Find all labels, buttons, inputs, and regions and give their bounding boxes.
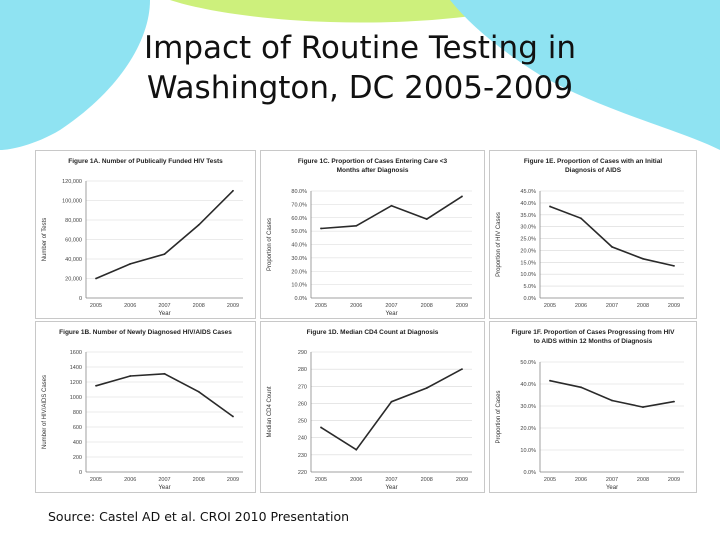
- data-point: [355, 225, 357, 227]
- chart-title: [68, 158, 223, 165]
- y-tick-label: 230: [297, 452, 307, 459]
- data-point: [232, 190, 234, 192]
- series-line: [550, 207, 674, 266]
- y-tick-label: 0.0%: [523, 296, 536, 302]
- y-tick-label: 0.0%: [523, 470, 536, 476]
- chart-panel-fig1a: [35, 150, 256, 319]
- x-tick-label: 2007: [605, 477, 619, 483]
- x-tick-label: 2006: [574, 477, 588, 483]
- y-tick-label: 800: [72, 410, 82, 416]
- chart-panel-fig1b: [35, 321, 256, 493]
- chart-fig1b: [36, 322, 255, 492]
- chart-title: [307, 329, 439, 336]
- y-tick-label: 0: [78, 470, 82, 476]
- x-tick-label: 2009: [667, 303, 681, 309]
- x-axis-label: Year: [385, 485, 398, 491]
- chart-title-line: Figure 1F. Proportion of Cases Progressing from HIV: [511, 329, 675, 336]
- x-tick-label: 2007: [158, 303, 171, 309]
- y-tick-label: 30.0%: [291, 255, 307, 262]
- y-tick-label: 50.0%: [291, 229, 307, 236]
- x-tick-label: 2007: [385, 477, 398, 483]
- y-tick-label: 50.0%: [520, 360, 536, 366]
- data-point: [642, 258, 644, 260]
- y-tick-label: 30.0%: [520, 224, 536, 231]
- y-tick-label: 1200: [69, 380, 82, 386]
- y-tick-label: 20.0%: [291, 269, 307, 276]
- y-tick-label: 20.0%: [520, 426, 536, 432]
- x-tick-label: 2008: [636, 477, 650, 483]
- data-point: [129, 375, 131, 377]
- chart-title-line: Figure 1A. Number of Publically Funded HIV Tests: [68, 158, 223, 165]
- chart-panel-fig1f: [489, 321, 697, 493]
- y-axis-label: Proportion of Cases: [267, 217, 273, 272]
- y-tick-label: 45.0%: [520, 189, 536, 195]
- x-tick-label: 2006: [124, 303, 137, 309]
- x-axis-label: Year: [158, 485, 171, 491]
- y-tick-label: 40,000: [65, 257, 82, 263]
- data-point: [164, 373, 166, 375]
- data-point: [580, 386, 582, 388]
- chart-panel-fig1d: [260, 321, 485, 493]
- y-tick-label: 0.0%: [294, 296, 307, 302]
- y-tick-label: 220: [297, 470, 307, 476]
- x-tick-label: 2008: [192, 303, 205, 309]
- data-point: [320, 228, 322, 230]
- x-axis-label: Year: [385, 311, 398, 317]
- y-axis-label: Median CD4 Count: [267, 386, 273, 438]
- chart-fig1a: [36, 151, 255, 318]
- chart-panel-fig1e: [489, 150, 697, 319]
- y-axis-label: Number of HIV/AIDS Cases: [42, 374, 48, 450]
- chart-title-line: Figure 1D. Median CD4 Count at Diagnosis: [306, 329, 439, 336]
- y-tick-label: 30.0%: [520, 404, 536, 410]
- slide-title-line1: Impact of Routine Testing in: [143, 30, 576, 66]
- series-line: [550, 381, 674, 407]
- data-point: [391, 401, 393, 403]
- x-tick-label: 2005: [89, 303, 103, 309]
- y-tick-label: 60.0%: [291, 215, 307, 222]
- data-point: [164, 253, 166, 255]
- data-point: [549, 380, 551, 382]
- y-axis-label: Number of Tests: [42, 217, 48, 262]
- data-point: [391, 205, 393, 207]
- chart-title: [524, 158, 663, 174]
- x-tick-label: 2008: [192, 477, 205, 483]
- data-point: [95, 278, 97, 280]
- x-tick-label: 2009: [455, 477, 469, 483]
- x-axis-label: Year: [158, 311, 171, 317]
- y-tick-label: 250: [297, 418, 307, 425]
- chart-title: [512, 329, 676, 345]
- source-citation: Source: Castel AD et al. CROI 2010 Presentation: [48, 509, 350, 524]
- data-point: [355, 449, 357, 451]
- x-tick-label: 2009: [226, 303, 240, 309]
- chart-fig1d: [261, 322, 484, 492]
- x-tick-label: 2008: [420, 477, 433, 483]
- y-tick-label: 70.0%: [291, 202, 307, 209]
- x-tick-label: 2005: [314, 303, 328, 309]
- data-point: [426, 218, 428, 220]
- series-line: [96, 191, 233, 279]
- y-tick-label: 25.0%: [520, 236, 536, 243]
- slide-title: [60, 28, 660, 108]
- x-axis-label: Year: [605, 485, 619, 491]
- y-tick-label: 200: [72, 455, 82, 461]
- x-tick-label: 2006: [350, 303, 363, 309]
- data-point: [673, 265, 675, 267]
- x-tick-label: 2009: [667, 477, 681, 483]
- data-point: [580, 217, 582, 219]
- data-point: [461, 368, 463, 370]
- y-tick-label: 10.0%: [520, 272, 536, 279]
- x-tick-label: 2006: [124, 477, 137, 483]
- chart-title-line: to AIDS within 12 Months of Diagnosis: [533, 338, 653, 345]
- y-tick-label: 40.0%: [520, 200, 536, 207]
- y-tick-label: 1600: [69, 350, 82, 356]
- y-tick-label: 290: [297, 350, 307, 356]
- series-line: [96, 374, 233, 417]
- x-tick-label: 2009: [455, 303, 469, 309]
- y-tick-label: 260: [297, 401, 307, 408]
- x-tick-label: 2006: [350, 477, 363, 483]
- x-tick-label: 2006: [574, 303, 588, 309]
- x-tick-label: 2005: [89, 477, 103, 483]
- y-tick-label: 100,000: [62, 198, 82, 205]
- y-tick-label: 1000: [69, 395, 82, 401]
- data-point: [232, 416, 234, 418]
- y-tick-label: 600: [72, 425, 82, 431]
- chart-fig1e: [490, 151, 696, 318]
- data-point: [198, 391, 200, 393]
- y-axis-label: Proportion of HIV Cases: [496, 212, 502, 277]
- y-tick-label: 20,000: [65, 276, 82, 283]
- y-tick-label: 10.0%: [520, 448, 536, 454]
- x-tick-label: 2007: [605, 303, 619, 309]
- y-tick-label: 80,000: [65, 218, 82, 224]
- y-tick-label: 15.0%: [520, 260, 536, 267]
- y-tick-label: 60,000: [65, 237, 82, 244]
- y-tick-label: 1400: [69, 365, 82, 371]
- y-tick-label: 40.0%: [520, 382, 536, 388]
- chart-title: [59, 329, 232, 336]
- y-tick-label: 400: [72, 440, 82, 446]
- y-tick-label: 10.0%: [291, 282, 307, 289]
- y-tick-label: 0: [78, 296, 82, 302]
- y-tick-label: 240: [297, 435, 307, 442]
- x-tick-label: 2007: [158, 477, 171, 483]
- chart-fig1f: [490, 322, 696, 492]
- x-tick-label: 2008: [636, 303, 650, 309]
- y-tick-label: 120,000: [62, 179, 82, 185]
- y-axis-label: Proportion of Cases: [496, 390, 502, 444]
- y-tick-label: 270: [297, 384, 307, 391]
- chart-panel-fig1c: [260, 150, 485, 319]
- y-tick-label: 5.0%: [523, 284, 536, 291]
- y-tick-label: 80.0%: [291, 189, 307, 195]
- x-tick-label: 2009: [226, 477, 240, 483]
- chart-title-line: Months after Diagnosis: [336, 167, 409, 174]
- data-point: [642, 406, 644, 408]
- y-tick-label: 40.0%: [291, 242, 307, 249]
- chart-title-line: Figure 1C. Proportion of Cases Entering Care <3: [297, 158, 448, 165]
- data-point: [461, 195, 463, 197]
- data-point: [673, 401, 675, 403]
- y-tick-label: 35.0%: [520, 212, 536, 219]
- data-point: [95, 385, 97, 387]
- y-tick-label: 20.0%: [520, 248, 536, 255]
- x-tick-label: 2005: [543, 303, 557, 309]
- chart-title-line: Figure 1E. Proportion of Cases with an Initial: [523, 158, 663, 165]
- chart-fig1c: [261, 151, 484, 318]
- chart-title: [298, 158, 448, 174]
- series-line: [321, 196, 462, 228]
- x-tick-label: 2005: [543, 477, 557, 483]
- data-point: [611, 246, 613, 248]
- x-tick-label: 2007: [385, 303, 398, 309]
- slide-title-line2: Washington, DC 2005-2009: [146, 70, 574, 106]
- data-point: [426, 387, 428, 389]
- x-tick-label: 2008: [420, 303, 433, 309]
- data-point: [129, 263, 131, 265]
- x-tick-label: 2005: [314, 477, 328, 483]
- chart-title-line: Figure 1B. Number of Newly Diagnosed HIV/AIDS Cases: [59, 329, 232, 336]
- data-point: [611, 400, 613, 402]
- y-tick-label: 280: [297, 367, 307, 374]
- data-point: [320, 427, 322, 429]
- data-point: [549, 206, 551, 208]
- data-point: [198, 224, 200, 226]
- chart-title-line: Diagnosis of AIDS: [564, 167, 622, 174]
